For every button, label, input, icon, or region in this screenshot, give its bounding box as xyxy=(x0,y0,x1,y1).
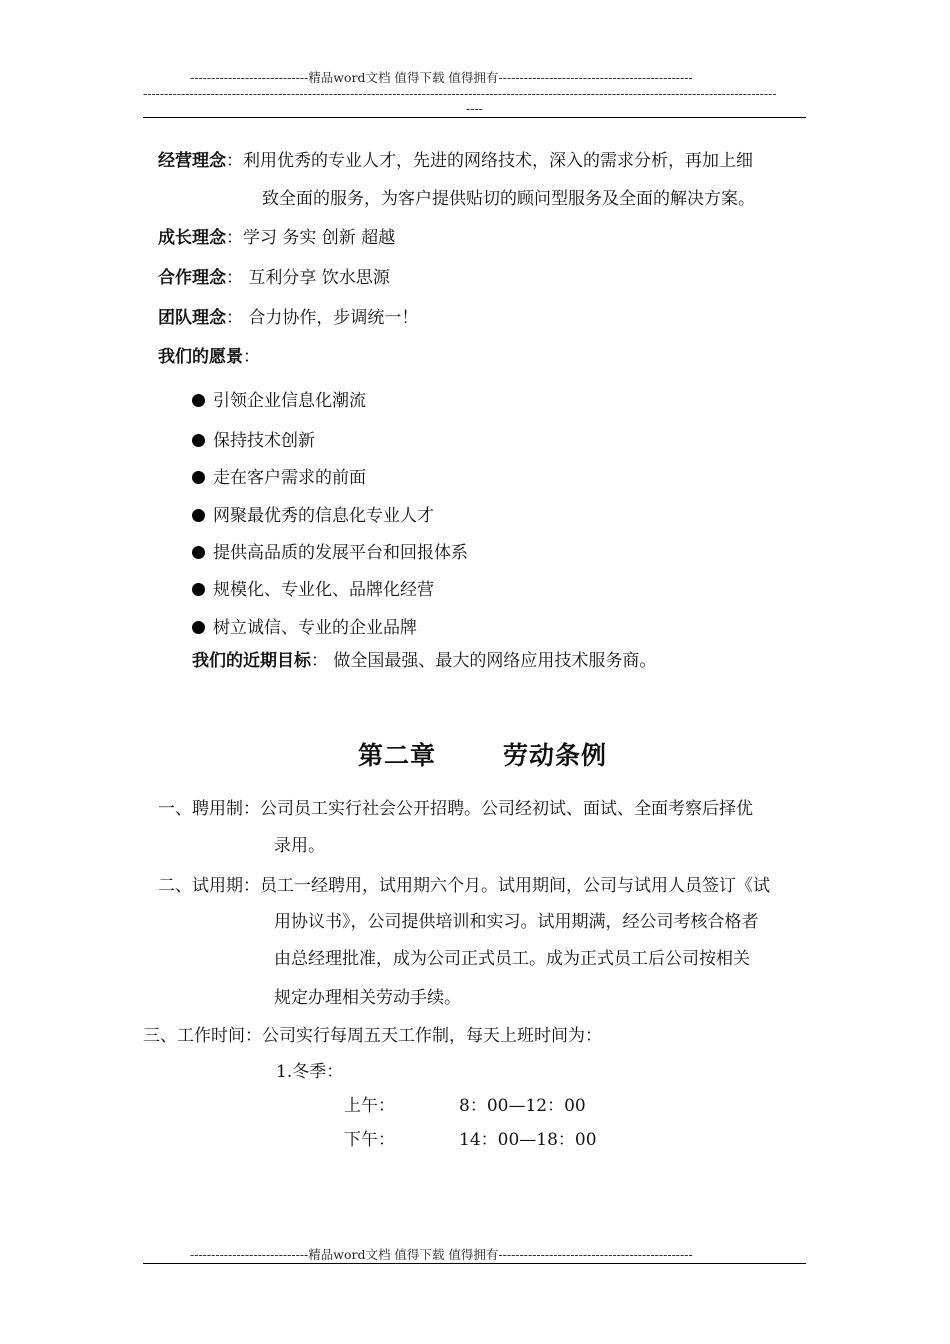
growth-philosophy-text: ：学习 务实 创新 超越 xyxy=(226,228,396,248)
morning-label: 上午： xyxy=(344,1096,395,1116)
header-rule xyxy=(143,117,806,118)
article-2-text-3: 由总经理批准，成为公司正式员工。成为正式员工后公司按相关 xyxy=(274,949,750,969)
near-term-goal-text: ： 做全国最强、最大的网络应用技术服务商。 xyxy=(311,651,657,671)
near-term-goal-label: 我们的近期目标 xyxy=(192,651,311,671)
footer-banner: ----------------------------精品word文档 值得下载 值得拥有---------------------------------------------- xyxy=(190,1247,693,1262)
growth-philosophy xyxy=(158,228,395,248)
bullet-icon xyxy=(192,509,205,522)
morning-time: 8：00—12：00 xyxy=(459,1096,586,1116)
vision-item: 规模化、专业化、品牌化经营 xyxy=(192,575,792,600)
coop-philosophy-text: ： 互利分享 饮水思源 xyxy=(226,268,390,288)
article-3-text: ：公司实行每周五天工作制，每天上班时间为： xyxy=(245,1026,602,1046)
vision-item: 保持技术创新 xyxy=(192,426,792,451)
bullet-icon xyxy=(192,394,205,407)
article-2-text-1: ：员工一经聘用，试用期六个月。试用期间，公司与试用人员签订《试 xyxy=(243,876,770,896)
article-2-text-2: 用协议书》，公司提供培训和实习。试用期满，经公司考核合格者 xyxy=(274,912,759,932)
business-philosophy-text-1: ：利用优秀的专业人才，先进的网络技术，深入的需求分析，再加上细 xyxy=(226,151,753,171)
article-2-label: 二、试用期 xyxy=(158,876,243,896)
growth-philosophy-label: 成长理念 xyxy=(158,228,226,248)
vision-item: 提供高品质的发展平台和回报体系 xyxy=(192,538,792,563)
chapter-number: 第二章 xyxy=(358,741,437,770)
article-1-line-1 xyxy=(158,799,753,819)
bullet-icon xyxy=(192,434,205,447)
header-dash-tail: ---- xyxy=(466,101,483,116)
article-2-line-1 xyxy=(158,876,770,896)
near-term-goal xyxy=(192,651,656,671)
team-philosophy-text: ： 合力协作，步调统一！ xyxy=(226,308,419,328)
header-dash-line: ------------------------------------------------------------------------------------------------------------------------------------------------------ xyxy=(143,86,777,101)
header-banner: ----------------------------精品word文档 值得下载 值得拥有---------------------------------------------- xyxy=(190,70,693,85)
vision-item: 走在客户需求的前面 xyxy=(192,463,792,488)
chapter-title: 劳动条例 xyxy=(503,741,608,770)
article-3-line-1 xyxy=(143,1026,602,1046)
bullet-icon xyxy=(192,583,205,596)
article-1-text-1: ：公司员工实行社会公开招聘。公司经初试、面试、全面考察后择优 xyxy=(243,799,753,819)
vision-item: 网聚最优秀的信息化专业人才 xyxy=(192,501,792,526)
afternoon-time: 14：00—18：00 xyxy=(459,1130,597,1150)
team-philosophy-label: 团队理念 xyxy=(158,308,226,328)
afternoon-label: 下午： xyxy=(344,1130,395,1150)
vision-item: 引领企业信息化潮流 xyxy=(192,386,792,411)
vision-label: 我们的愿景 xyxy=(158,347,243,367)
business-philosophy-text-2: 致全面的服务，为客户提供贴切的顾问型服务及全面的解决方案。 xyxy=(262,189,755,209)
vision-heading xyxy=(158,347,260,367)
coop-philosophy-label: 合作理念 xyxy=(158,268,226,288)
bullet-icon xyxy=(192,546,205,559)
footer-rule xyxy=(143,1263,806,1264)
business-philosophy-line-1 xyxy=(158,151,753,171)
coop-philosophy xyxy=(158,268,390,288)
business-philosophy-label: 经营理念 xyxy=(158,151,226,171)
vision-colon: ： xyxy=(243,347,260,367)
bullet-icon xyxy=(192,621,205,634)
article-1-text-2: 录用。 xyxy=(274,836,325,856)
article-1-label: 一、聘用制 xyxy=(158,799,243,819)
vision-item: 树立诚信、专业的企业品牌 xyxy=(192,613,792,638)
winter-schedule-label: 1.冬季： xyxy=(276,1062,344,1082)
bullet-icon xyxy=(192,471,205,484)
article-3-label: 三、工作时间 xyxy=(143,1026,245,1046)
team-philosophy xyxy=(158,308,418,328)
article-2-text-4: 规定办理相关劳动手续。 xyxy=(274,988,461,1008)
